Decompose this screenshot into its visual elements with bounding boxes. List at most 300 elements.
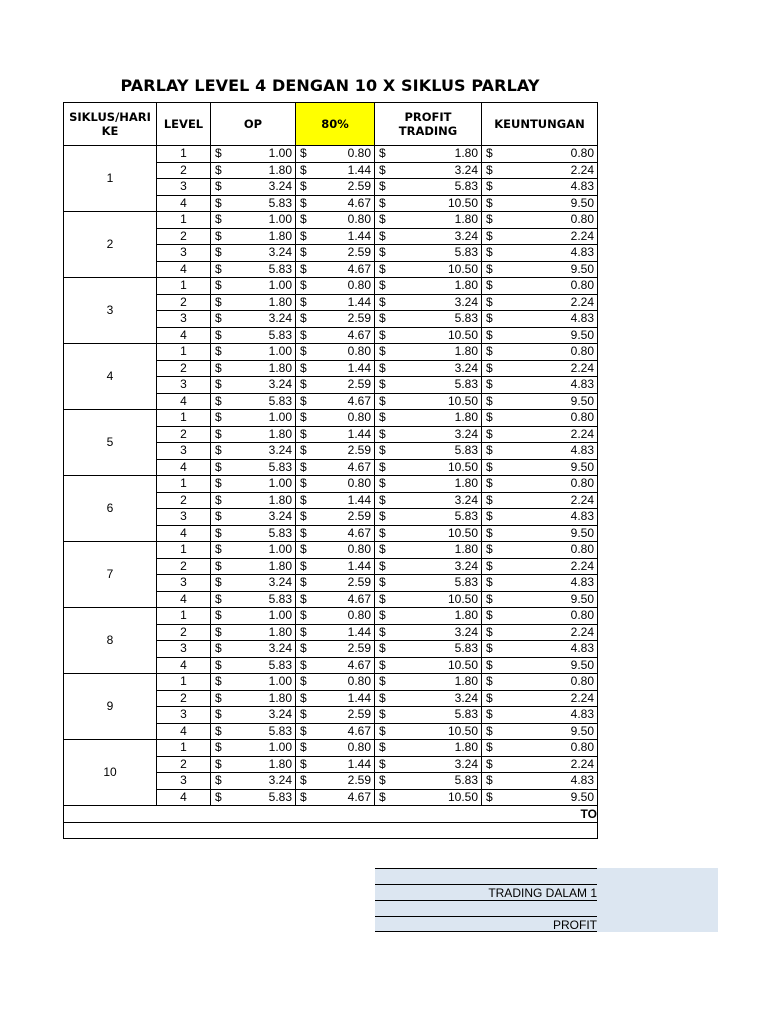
profit-value: 1.80 — [454, 476, 478, 491]
percent-cell — [296, 195, 375, 212]
gain-cell — [482, 509, 598, 526]
currency-symbol: $ — [215, 377, 222, 391]
op-cell — [211, 195, 296, 212]
gain-value: 4.83 — [570, 245, 594, 260]
currency-symbol: $ — [379, 393, 386, 408]
currency-symbol: $ — [300, 195, 307, 210]
currency-symbol: $ — [486, 789, 493, 804]
percent-cell — [296, 443, 375, 460]
profit-cell — [375, 509, 482, 526]
gain-cell — [482, 674, 598, 691]
currency-symbol: $ — [379, 690, 386, 705]
op-cell — [211, 179, 296, 196]
gain-cell — [482, 459, 598, 476]
pct-value: 4.67 — [347, 723, 371, 738]
percent-cell — [296, 690, 375, 707]
profit-value: 5.83 — [454, 311, 478, 326]
currency-symbol: $ — [379, 492, 386, 507]
percent-cell — [296, 476, 375, 493]
profit-cell — [375, 245, 482, 262]
op-value: 3.24 — [268, 443, 292, 458]
currency-symbol: $ — [379, 278, 386, 292]
percent-cell — [296, 641, 375, 658]
level-cell: 1 — [157, 608, 211, 625]
currency-symbol: $ — [486, 360, 493, 375]
profit-value: 1.80 — [454, 278, 478, 293]
op-cell — [211, 558, 296, 575]
profit-cell — [375, 195, 482, 212]
currency-symbol: $ — [300, 525, 307, 540]
currency-symbol: $ — [300, 311, 307, 325]
currency-symbol: $ — [215, 773, 222, 787]
op-value: 3.24 — [268, 245, 292, 260]
gain-value: 2.24 — [570, 624, 594, 639]
pct-value: 1.44 — [347, 360, 371, 375]
level-cell: 2 — [157, 294, 211, 311]
profit-cell — [375, 591, 482, 608]
profit-value: 3.24 — [454, 162, 478, 177]
gain-value: 0.80 — [570, 146, 594, 161]
gain-value: 0.80 — [570, 410, 594, 425]
profit-cell — [375, 426, 482, 443]
gain-cell — [482, 740, 598, 757]
day-cell: 7 — [64, 542, 157, 608]
pct-value: 0.80 — [347, 278, 371, 293]
currency-symbol: $ — [486, 426, 493, 441]
currency-symbol: $ — [379, 657, 386, 672]
currency-symbol: $ — [215, 542, 222, 556]
currency-symbol: $ — [379, 327, 386, 342]
pct-value: 0.80 — [347, 608, 371, 623]
header-day: SIKLUS/HARI KE — [64, 103, 157, 146]
gain-value: 4.83 — [570, 641, 594, 656]
op-cell — [211, 228, 296, 245]
currency-symbol: $ — [379, 294, 386, 309]
gain-value: 0.80 — [570, 212, 594, 227]
percent-cell — [296, 773, 375, 790]
profit-label: PROFIT — [553, 918, 597, 932]
currency-symbol: $ — [300, 377, 307, 391]
gain-cell — [482, 591, 598, 608]
currency-symbol: $ — [379, 624, 386, 639]
currency-symbol: $ — [215, 641, 222, 655]
gain-cell — [482, 327, 598, 344]
profit-cell — [375, 360, 482, 377]
op-cell — [211, 723, 296, 740]
header-level: LEVEL — [157, 103, 211, 146]
gain-cell — [482, 608, 598, 625]
profit-value: 1.80 — [454, 740, 478, 755]
gain-cell — [482, 393, 598, 410]
currency-symbol: $ — [215, 624, 222, 639]
pct-value: 0.80 — [347, 146, 371, 161]
profit-value: 1.80 — [454, 344, 478, 359]
currency-symbol: $ — [486, 657, 493, 672]
gain-cell — [482, 195, 598, 212]
percent-cell — [296, 674, 375, 691]
pct-value: 0.80 — [347, 212, 371, 227]
op-cell — [211, 162, 296, 179]
op-cell — [211, 146, 296, 163]
op-value: 5.83 — [268, 195, 292, 210]
profit-cell — [375, 443, 482, 460]
day-cell: 6 — [64, 476, 157, 542]
percent-cell — [296, 707, 375, 724]
level-cell: 4 — [157, 591, 211, 608]
gain-cell — [482, 426, 598, 443]
op-cell — [211, 393, 296, 410]
table-row — [64, 146, 598, 163]
level-cell: 3 — [157, 575, 211, 592]
op-cell — [211, 344, 296, 361]
table-row — [64, 608, 598, 625]
level-cell: 4 — [157, 723, 211, 740]
gain-cell — [482, 756, 598, 773]
gain-value: 2.24 — [570, 492, 594, 507]
currency-symbol: $ — [215, 278, 222, 292]
profit-value: 5.83 — [454, 641, 478, 656]
gain-value: 9.50 — [570, 789, 594, 804]
profit-cell — [375, 707, 482, 724]
op-value: 1.80 — [268, 558, 292, 573]
percent-cell — [296, 789, 375, 806]
level-cell: 1 — [157, 476, 211, 493]
profit-value: 3.24 — [454, 228, 478, 243]
day-cell: 10 — [64, 740, 157, 806]
day-cell: 1 — [64, 146, 157, 212]
currency-symbol: $ — [379, 311, 386, 325]
op-value: 1.00 — [268, 212, 292, 227]
gain-cell — [482, 410, 598, 427]
currency-symbol: $ — [300, 294, 307, 309]
level-cell: 2 — [157, 558, 211, 575]
gain-cell — [482, 245, 598, 262]
gain-value: 9.50 — [570, 591, 594, 606]
level-cell: 4 — [157, 789, 211, 806]
op-cell — [211, 657, 296, 674]
percent-cell — [296, 228, 375, 245]
pct-value: 2.59 — [347, 443, 371, 458]
profit-value: 5.83 — [454, 377, 478, 392]
currency-symbol: $ — [379, 756, 386, 771]
op-value: 1.00 — [268, 542, 292, 557]
pct-value: 2.59 — [347, 377, 371, 392]
currency-symbol: $ — [215, 344, 222, 358]
currency-symbol: $ — [486, 509, 493, 523]
currency-symbol: $ — [486, 228, 493, 243]
gain-value: 2.24 — [570, 756, 594, 771]
percent-cell — [296, 212, 375, 229]
percent-cell — [296, 492, 375, 509]
op-value: 1.00 — [268, 476, 292, 491]
currency-symbol: $ — [300, 624, 307, 639]
op-cell — [211, 608, 296, 625]
profit-value: 1.80 — [454, 146, 478, 161]
currency-symbol: $ — [486, 245, 493, 259]
profit-cell — [375, 294, 482, 311]
profit-cell — [375, 179, 482, 196]
gain-cell — [482, 707, 598, 724]
profit-value: 5.83 — [454, 443, 478, 458]
currency-symbol: $ — [300, 723, 307, 738]
level-cell: 1 — [157, 674, 211, 691]
percent-cell — [296, 146, 375, 163]
gain-value: 4.83 — [570, 773, 594, 788]
op-value: 5.83 — [268, 789, 292, 804]
currency-symbol: $ — [486, 756, 493, 771]
pct-value: 4.67 — [347, 327, 371, 342]
currency-symbol: $ — [215, 162, 222, 177]
currency-symbol: $ — [486, 558, 493, 573]
pct-value: 2.59 — [347, 575, 371, 590]
level-cell: 2 — [157, 228, 211, 245]
currency-symbol: $ — [300, 179, 307, 193]
op-cell — [211, 542, 296, 559]
currency-symbol: $ — [215, 674, 222, 688]
op-value: 5.83 — [268, 261, 292, 276]
currency-symbol: $ — [215, 525, 222, 540]
currency-symbol: $ — [300, 344, 307, 358]
op-cell — [211, 492, 296, 509]
header-keuntungan: KEUNTUNGAN — [482, 103, 598, 146]
gain-value: 2.24 — [570, 558, 594, 573]
op-value: 5.83 — [268, 459, 292, 474]
op-value: 3.24 — [268, 641, 292, 656]
op-cell — [211, 459, 296, 476]
currency-symbol: $ — [300, 162, 307, 177]
gain-value: 2.24 — [570, 162, 594, 177]
pct-value: 1.44 — [347, 558, 371, 573]
op-value: 1.80 — [268, 162, 292, 177]
gain-value: 4.83 — [570, 443, 594, 458]
currency-symbol: $ — [300, 641, 307, 655]
op-value: 1.00 — [268, 410, 292, 425]
gain-value: 9.50 — [570, 525, 594, 540]
op-value: 1.80 — [268, 360, 292, 375]
gain-value: 9.50 — [570, 261, 594, 276]
level-cell: 1 — [157, 146, 211, 163]
summary-row-trading — [375, 884, 718, 900]
currency-symbol: $ — [215, 558, 222, 573]
gain-cell — [482, 179, 598, 196]
currency-symbol: $ — [300, 575, 307, 589]
percent-cell — [296, 542, 375, 559]
pct-value: 2.59 — [347, 773, 371, 788]
header-profit-trading: PROFIT TRADING — [375, 103, 482, 146]
gain-value: 4.83 — [570, 707, 594, 722]
currency-symbol: $ — [215, 575, 222, 589]
profit-cell — [375, 410, 482, 427]
level-cell: 1 — [157, 278, 211, 295]
currency-symbol: $ — [300, 261, 307, 276]
currency-symbol: $ — [215, 245, 222, 259]
currency-symbol: $ — [300, 426, 307, 441]
level-cell: 1 — [157, 740, 211, 757]
percent-cell — [296, 360, 375, 377]
profit-cell — [375, 459, 482, 476]
profit-value: 3.24 — [454, 360, 478, 375]
gain-value: 2.24 — [570, 360, 594, 375]
gain-value: 0.80 — [570, 476, 594, 491]
pct-value: 1.44 — [347, 162, 371, 177]
currency-symbol: $ — [379, 674, 386, 688]
gain-value: 0.80 — [570, 608, 594, 623]
op-cell — [211, 773, 296, 790]
gain-cell — [482, 212, 598, 229]
currency-symbol: $ — [379, 426, 386, 441]
gain-value: 0.80 — [570, 740, 594, 755]
gain-value: 4.83 — [570, 377, 594, 392]
currency-symbol: $ — [486, 311, 493, 325]
op-value: 3.24 — [268, 707, 292, 722]
table-row — [64, 410, 598, 427]
currency-symbol: $ — [486, 674, 493, 688]
profit-cell — [375, 525, 482, 542]
op-cell — [211, 707, 296, 724]
level-cell: 2 — [157, 756, 211, 773]
profit-cell — [375, 344, 482, 361]
op-value: 3.24 — [268, 179, 292, 194]
gain-cell — [482, 492, 598, 509]
currency-symbol: $ — [379, 360, 386, 375]
currency-symbol: $ — [379, 162, 386, 177]
op-value: 1.00 — [268, 146, 292, 161]
currency-symbol: $ — [300, 245, 307, 259]
currency-symbol: $ — [379, 740, 386, 754]
profit-value: 1.80 — [454, 410, 478, 425]
op-value: 3.24 — [268, 377, 292, 392]
percent-cell — [296, 344, 375, 361]
currency-symbol: $ — [486, 393, 493, 408]
profit-cell — [375, 789, 482, 806]
op-value: 5.83 — [268, 393, 292, 408]
currency-symbol: $ — [300, 608, 307, 622]
op-cell — [211, 212, 296, 229]
currency-symbol: $ — [486, 179, 493, 193]
level-cell: 3 — [157, 179, 211, 196]
gain-value: 4.83 — [570, 311, 594, 326]
level-cell: 3 — [157, 707, 211, 724]
header-op: OP — [211, 103, 296, 146]
op-cell — [211, 476, 296, 493]
op-cell — [211, 509, 296, 526]
profit-value: 1.80 — [454, 608, 478, 623]
percent-cell — [296, 245, 375, 262]
currency-symbol: $ — [379, 773, 386, 787]
gain-cell — [482, 162, 598, 179]
profit-cell — [375, 641, 482, 658]
header-row — [64, 103, 598, 146]
pct-value: 1.44 — [347, 690, 371, 705]
gain-cell — [482, 575, 598, 592]
currency-symbol: $ — [379, 525, 386, 540]
day-cell: 4 — [64, 344, 157, 410]
level-cell: 2 — [157, 162, 211, 179]
currency-symbol: $ — [379, 641, 386, 655]
gain-value: 2.24 — [570, 426, 594, 441]
gain-value: 0.80 — [570, 278, 594, 293]
currency-symbol: $ — [300, 393, 307, 408]
profit-cell — [375, 657, 482, 674]
currency-symbol: $ — [486, 707, 493, 721]
table-row — [64, 542, 598, 559]
op-value: 1.80 — [268, 426, 292, 441]
pct-value: 4.67 — [347, 525, 371, 540]
op-cell — [211, 410, 296, 427]
level-cell: 4 — [157, 261, 211, 278]
level-cell: 1 — [157, 410, 211, 427]
gain-cell — [482, 558, 598, 575]
currency-symbol: $ — [215, 393, 222, 408]
op-cell — [211, 360, 296, 377]
table-row — [64, 476, 598, 493]
currency-symbol: $ — [379, 476, 386, 490]
pct-value: 4.67 — [347, 261, 371, 276]
currency-symbol: $ — [300, 707, 307, 721]
op-cell — [211, 443, 296, 460]
pct-value: 1.44 — [347, 426, 371, 441]
op-cell — [211, 327, 296, 344]
gain-cell — [482, 294, 598, 311]
profit-cell — [375, 624, 482, 641]
op-value: 1.00 — [268, 740, 292, 755]
currency-symbol: $ — [300, 542, 307, 556]
day-cell: 9 — [64, 674, 157, 740]
op-cell — [211, 377, 296, 394]
pct-value: 1.44 — [347, 294, 371, 309]
op-cell — [211, 294, 296, 311]
level-cell: 4 — [157, 393, 211, 410]
percent-cell — [296, 657, 375, 674]
currency-symbol: $ — [215, 410, 222, 424]
gain-cell — [482, 278, 598, 295]
currency-symbol: $ — [379, 146, 386, 160]
percent-cell — [296, 740, 375, 757]
currency-symbol: $ — [486, 575, 493, 589]
currency-symbol: $ — [379, 261, 386, 276]
level-cell: 3 — [157, 311, 211, 328]
pct-value: 0.80 — [347, 476, 371, 491]
profit-value: 10.50 — [447, 327, 478, 342]
currency-symbol: $ — [300, 789, 307, 804]
currency-symbol: $ — [215, 789, 222, 804]
profit-value: 10.50 — [447, 789, 478, 804]
summary-row-profit — [375, 916, 718, 932]
gain-cell — [482, 773, 598, 790]
op-value: 3.24 — [268, 575, 292, 590]
currency-symbol: $ — [486, 608, 493, 622]
pct-value: 0.80 — [347, 344, 371, 359]
level-cell: 4 — [157, 459, 211, 476]
profit-cell — [375, 311, 482, 328]
percent-cell — [296, 525, 375, 542]
profit-value: 3.24 — [454, 624, 478, 639]
profit-cell — [375, 261, 482, 278]
percent-cell — [296, 509, 375, 526]
op-value: 3.24 — [268, 509, 292, 524]
pct-value: 2.59 — [347, 641, 371, 656]
level-cell: 4 — [157, 657, 211, 674]
profit-cell — [375, 575, 482, 592]
currency-symbol: $ — [300, 740, 307, 754]
currency-symbol: $ — [486, 344, 493, 358]
profit-cell — [375, 278, 482, 295]
currency-symbol: $ — [215, 443, 222, 457]
table-body — [64, 146, 598, 806]
currency-symbol: $ — [379, 707, 386, 721]
op-cell — [211, 591, 296, 608]
currency-symbol: $ — [300, 756, 307, 771]
